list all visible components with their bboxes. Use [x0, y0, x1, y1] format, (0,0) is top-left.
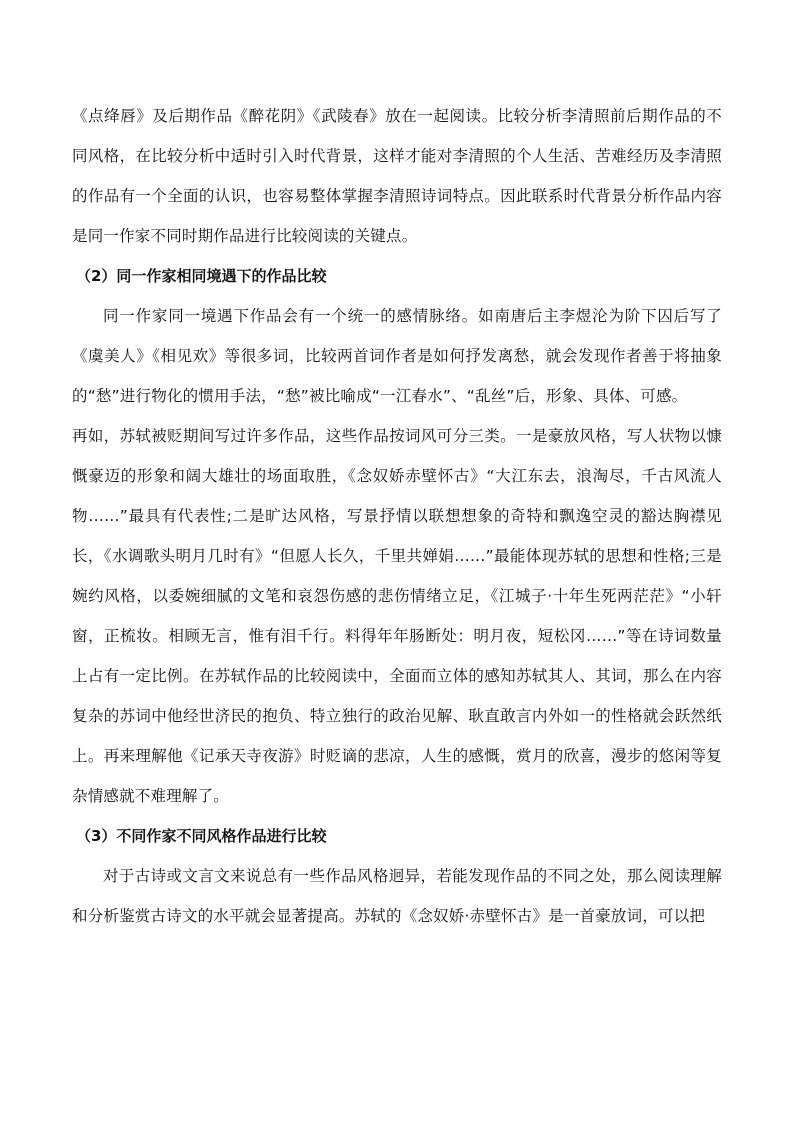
document-body	[72, 96, 722, 936]
section-heading-2: （2）同一作家相同境遇下的作品比较	[76, 267, 327, 285]
paragraph-su-shi-styles: 再如，苏轼被贬期间写过许多作品，这些作品按词风可分三类。一是豪放风格，写人状物以慷慨豪迈的形象和阔大雄壮的场面取胜，《念奴娇赤壁怀古》“大江东去，浪淘尽，千古风流人物……”最具有代表性;二是旷达风格，写景抒情以联想想象的奇特和飘逸空灵的豁达胸襟见长，《水调歌头明月几时有》“但愿人长久，千里共婵娟……”最能体现苏轼的思想和性格;三是婉约风格，以委婉细腻的文笔和哀怨伤感的悲伤情绪立足，《江城子·十年生死两茫茫》“小轩窗，正梳妆。相顾无言，惟有泪千行。料得年年肠断处：明月夜，短松冈……”等在诗词数量上占有一定比例。在苏轼作品的比较阅读中，全面而立体的感知苏轼其人、其词，那么在内容复杂的苏词中他经世济民的抱负、特立独行的政治见解、耿直敢言内外如一的性格就会跃然纸上。再来理解他《记承天寺夜游》时贬谪的悲凉，人生的感慨，赏月的欣喜，漫步的悠闲等复杂情感就不难理解了。	[72, 427, 722, 805]
paragraph-li-yu-sorrow: 同一作家同一境遇下作品会有一个统一的感情脉络。如南唐后主李煜沦为阶下囚后写了《虞美人》《相见欢》等很多词，比较两首词作者是如何抒发离愁，就会发现作者善于将抽象的“愁”进行物化的惯用手法，“愁”被比喻成“一江春水”、“乱丝”后，形象、具体、可感。	[72, 307, 722, 405]
paragraph-different-authors: 对于古诗或文言文来说总有一些作品风格迥异，若能发现作品的不同之处，那么阅读理解和分析鉴赏古诗文的水平就会显著提高。苏轼的《念奴娇·赤壁怀古》是一首豪放词，可以把	[72, 867, 722, 925]
section-heading-3: （3）不同作家不同风格作品进行比较	[76, 827, 327, 845]
paragraph-li-qingzhao-comparison: 《点绛唇》及后期作品《醉花阴》《武陵春》放在一起阅读。比较分析李清照前后期作品的不同风格，在比较分析中适时引入时代背景，这样才能对李清照的个人生活、苦难经历及李清照的作品有一个全面的认识，也容易整体掌握李清照诗词特点。因此联系时代背景分析作品内容是同一作家不同时期作品进行比较阅读的关键点。	[72, 107, 722, 245]
